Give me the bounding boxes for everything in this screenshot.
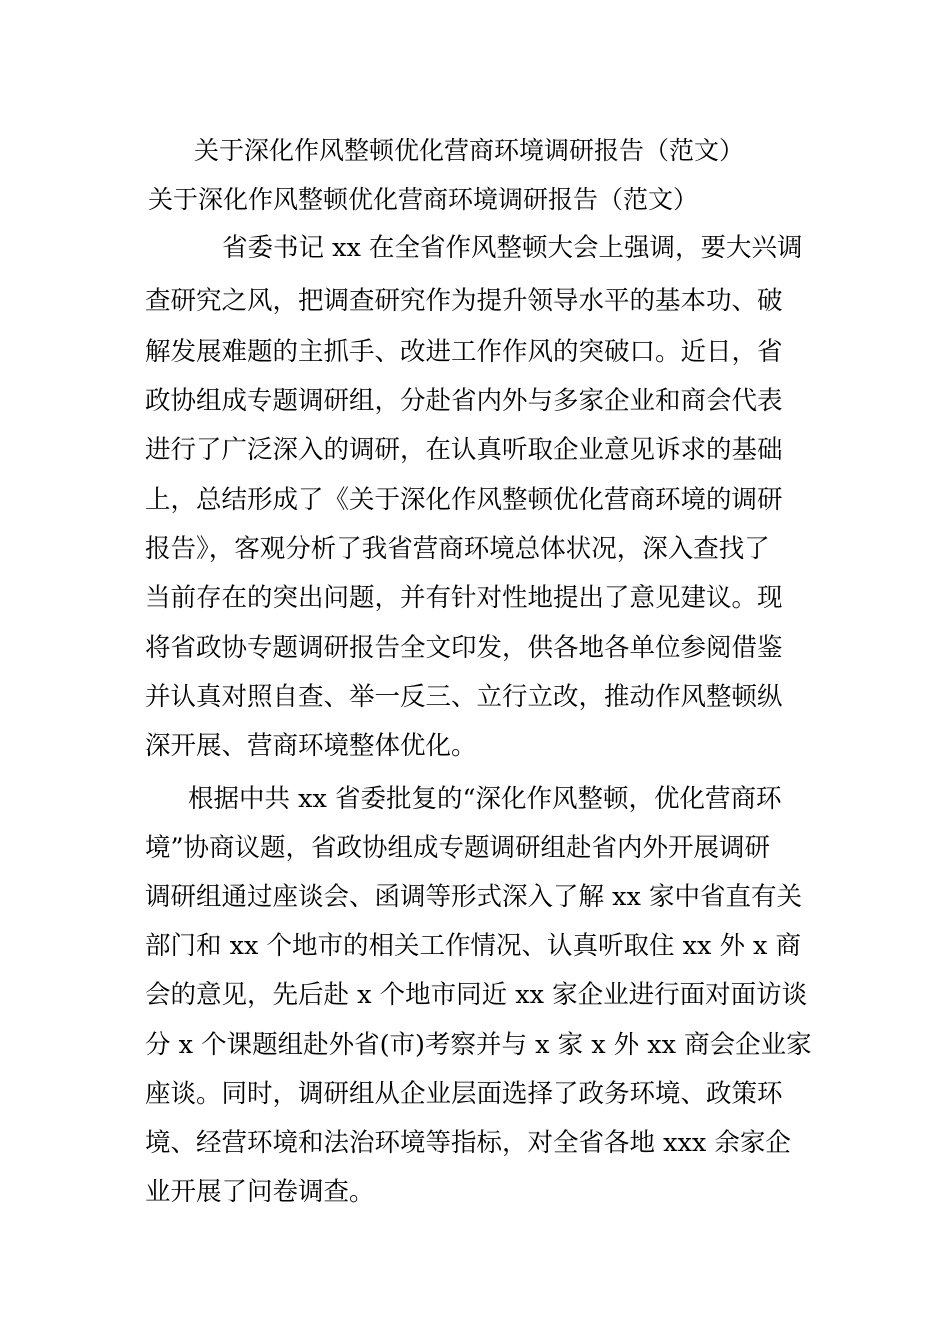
paragraph-1-line: 省委书记 xx 在全省作风整顿大会上强调，要大兴调 (222, 233, 803, 263)
document-subtitle: 关于深化作风整顿优化营商环境调研报告（范文） (148, 185, 699, 214)
paragraph-1-line: 上，总结形成了《关于深化作风整顿优化营商环境的调研 (145, 485, 783, 515)
paragraph-2-line: 部门和 xx 个地市的相关工作情况、认真听取住 xx 外 x 商 (145, 931, 802, 961)
paragraph-1-line: 解发展难题的主抓手、改进工作作风的突破口。近日，省 (145, 337, 783, 367)
paragraph-1-line: 查研究之风，把调查研究作为提升领导水平的基本功、破 (145, 286, 783, 316)
document-title: 关于深化作风整顿优化营商环境调研报告（范文） (194, 136, 745, 165)
paragraph-2-line: 座谈。同时，调研组从企业层面选择了政务环境、政策环 (145, 1079, 783, 1109)
paragraph-2-line: 根据中共 xx 省委批复的“深化作风整顿，优化营商环 (188, 784, 782, 814)
paragraph-2-line: 会的意见，先后赴 x 个地市同近 xx 家企业进行面对面访谈 (145, 980, 808, 1010)
paragraph-1-line: 政协组成专题调研组，分赴省内外与多家企业和商会代表 (145, 386, 783, 416)
paragraph-1-line: 当前存在的突出问题，并有针对性地提出了意见建议。现 (145, 583, 783, 613)
paragraph-2-line: 境”协商议题，省政协组成专题调研组赴省内外开展调研 (145, 833, 771, 863)
paragraph-1-line: 深开展、营商环境整体优化。 (145, 731, 477, 761)
paragraph-2-line: 业开展了问卷调查。 (145, 1177, 375, 1207)
paragraph-1-line: 将省政协专题调研报告全文印发，供各地各单位参阅借鉴 (145, 633, 783, 663)
paragraph-2-line: 调研组通过座谈会、函调等形式深入了解 xx 家中省直有关 (145, 882, 802, 912)
paragraph-1-line: 并认真对照自查、举一反三、立行立改，推动作风整顿纵 (145, 682, 783, 712)
paragraph-2-line: 分 x 个课题组赴外省(市)考察并与 x 家 x 外 xx 商会企业家 (145, 1030, 812, 1060)
paragraph-1-line: 进行了广泛深入的调研，在认真听取企业意见诉求的基础 (145, 435, 783, 465)
paragraph-2-line: 境、经营环境和法治环境等指标，对全省各地 xxx 余家企 (145, 1128, 791, 1158)
paragraph-1-line: 报告》，客观分析了我省营商环境总体状况，深入查找了 (145, 534, 770, 564)
